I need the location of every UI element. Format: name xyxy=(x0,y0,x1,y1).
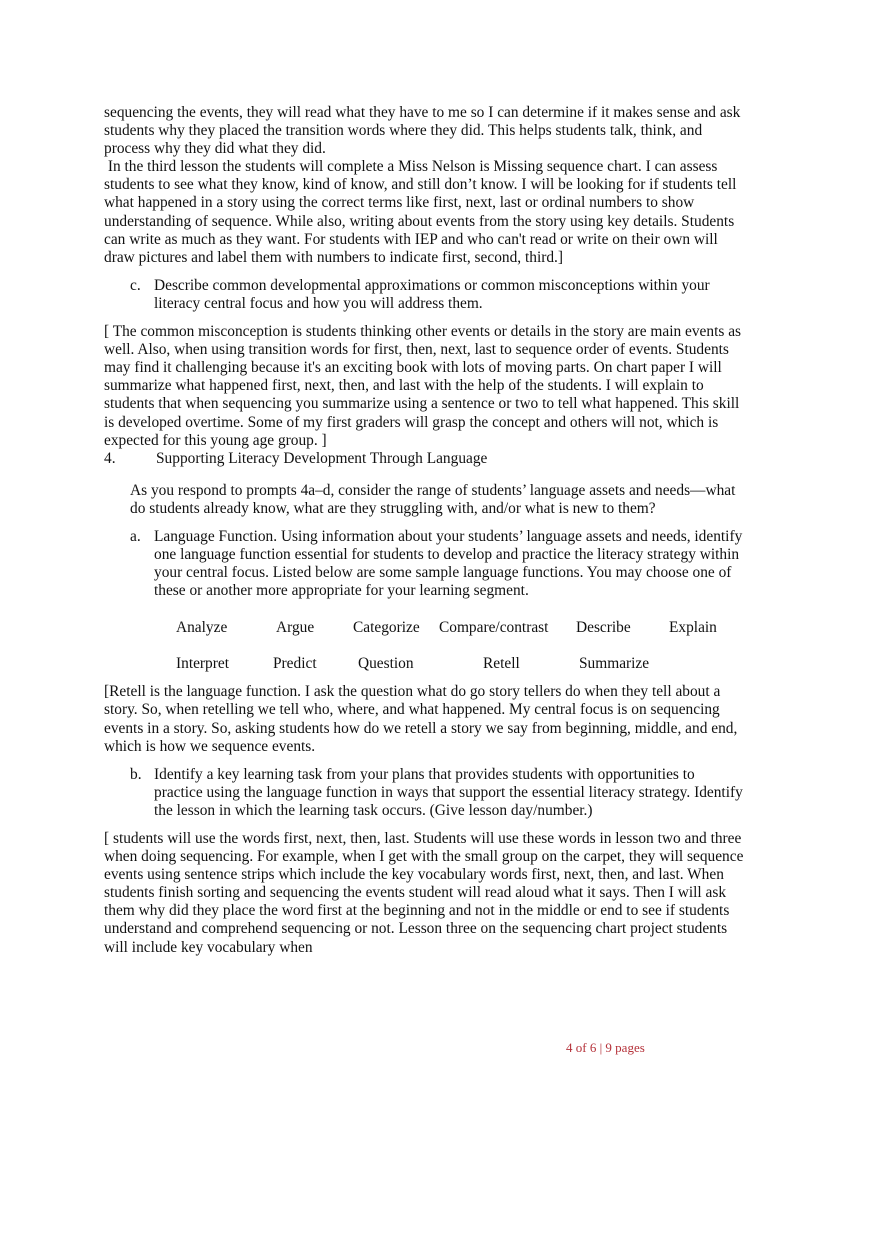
document-body xyxy=(104,104,744,957)
prompt-item-a-text: Language Function. Using information about your students’ language assets and needs, identify one language function essential for students to develop and practice the literacy strategy within your central focus. Listed below are some sample language functions. You may choose one of these or another more appropriate for your learning segment. xyxy=(154,527,743,600)
paragraph-third-lesson-text: In the third lesson the students will complete a Miss Nelson is Missing sequence chart. I can assess students to see what they know, kind of know, and still don’t know. I will be looking for if students tell what happened in a story using the correct terms like first, next, last or ordinal numbers to show understanding of sequence. While also, writing about events from the story using key details. Students can write as much as they want. For students with IEP and who can't read or write on their own will draw pictures and label them with numbers to indicate first, second, third.] xyxy=(104,158,737,266)
language-function-compare-contrast: Compare/contrast xyxy=(439,619,549,637)
language-function-summarize: Summarize xyxy=(579,655,650,673)
prompt-intro: As you respond to prompts 4a–d, consider the range of students’ language assets and needs—what do students already know, what are they struggling with, and/or what is new to them? xyxy=(130,481,736,517)
language-function-retell: Retell xyxy=(483,655,520,673)
language-function-argue: Argue xyxy=(276,619,315,637)
language-function-interpret: Interpret xyxy=(176,655,229,673)
language-functions-row-1 xyxy=(104,619,744,637)
prompt-item-a xyxy=(104,528,744,600)
prompt-item-c-text: Describe common developmental approximations or common misconceptions within your literacy central focus and how you will address them. xyxy=(154,276,710,312)
language-function-predict: Predict xyxy=(273,655,317,673)
language-function-analyze: Analyze xyxy=(176,619,228,637)
section-4-number: 4. xyxy=(104,449,116,467)
prompt-item-c xyxy=(104,277,744,313)
section-4-heading xyxy=(104,450,744,468)
prompt-item-c-marker: c. xyxy=(130,276,141,294)
paragraph-retell: [Retell is the language function. I ask the question what do go story tellers do when they tell about a story. So, when retelling we tell who, where, and what happened. My central focus is on sequencing events in a story. So, asking students how do we retell a story we say from beginning, middle, and end, which is how we sequence events. xyxy=(104,683,738,755)
language-functions-row-2 xyxy=(104,655,744,673)
language-function-describe: Describe xyxy=(576,619,631,637)
paragraph-third-lesson xyxy=(104,158,744,267)
language-function-explain: Explain xyxy=(669,619,717,637)
language-function-question: Question xyxy=(358,655,414,673)
paragraph-misconception: [ The common misconception is students thinking other events or details in the story are main events as well. Also, when using transition words for first, then, next, last to sequence order of events. Students may find it challenging because it's an exciting book with lots of moving parts. On chart paper I will summarize what happened first, next, then, and last with the help of the students. I will explain to students that when sequencing you summarize using a sentence or two to tell what happened. This skill is developed overtime. Some of my first graders will grasp the concept and others will not, which is expected for this young age group. ] xyxy=(104,323,742,449)
section-4-title: Supporting Literacy Development Through Language xyxy=(156,449,488,467)
prompt-item-a-marker: a. xyxy=(130,527,141,545)
paragraph-key-vocabulary: [ students will use the words first, next, then, last. Students will use these words in lesson two and three when doing sequencing. For example, when I get with the small group on the carpet, they will sequence events using sentence strips which include the key vocabulary words first, next, then, and last. When students finish sorting and sequencing the events student will read aloud what it says. Then I will ask them why did they place the word first at the beginning and not in the middle or end to see if students understand and comprehend sequencing or not. Lesson three on the sequencing chart project students will include key vocabulary when xyxy=(104,830,744,956)
prompt-item-b-text: Identify a key learning task from your plans that provides students with opportunities to practice using the language function in ways that support the essential literacy strategy. Identify the lesson in which the learning task occurs. (Give lesson day/number.) xyxy=(154,765,743,819)
page-number-footer: 4 of 6 | 9 pages xyxy=(566,1040,645,1055)
language-function-categorize: Categorize xyxy=(353,619,420,637)
prompt-item-b xyxy=(104,766,744,820)
paragraph-sequencing-events: sequencing the events, they will read what they have to me so I can determine if it makes sense and ask students why they placed the transition words where they did. This helps students talk, think, and process why they did what they did. xyxy=(104,104,741,158)
prompt-item-b-marker: b. xyxy=(130,765,142,783)
